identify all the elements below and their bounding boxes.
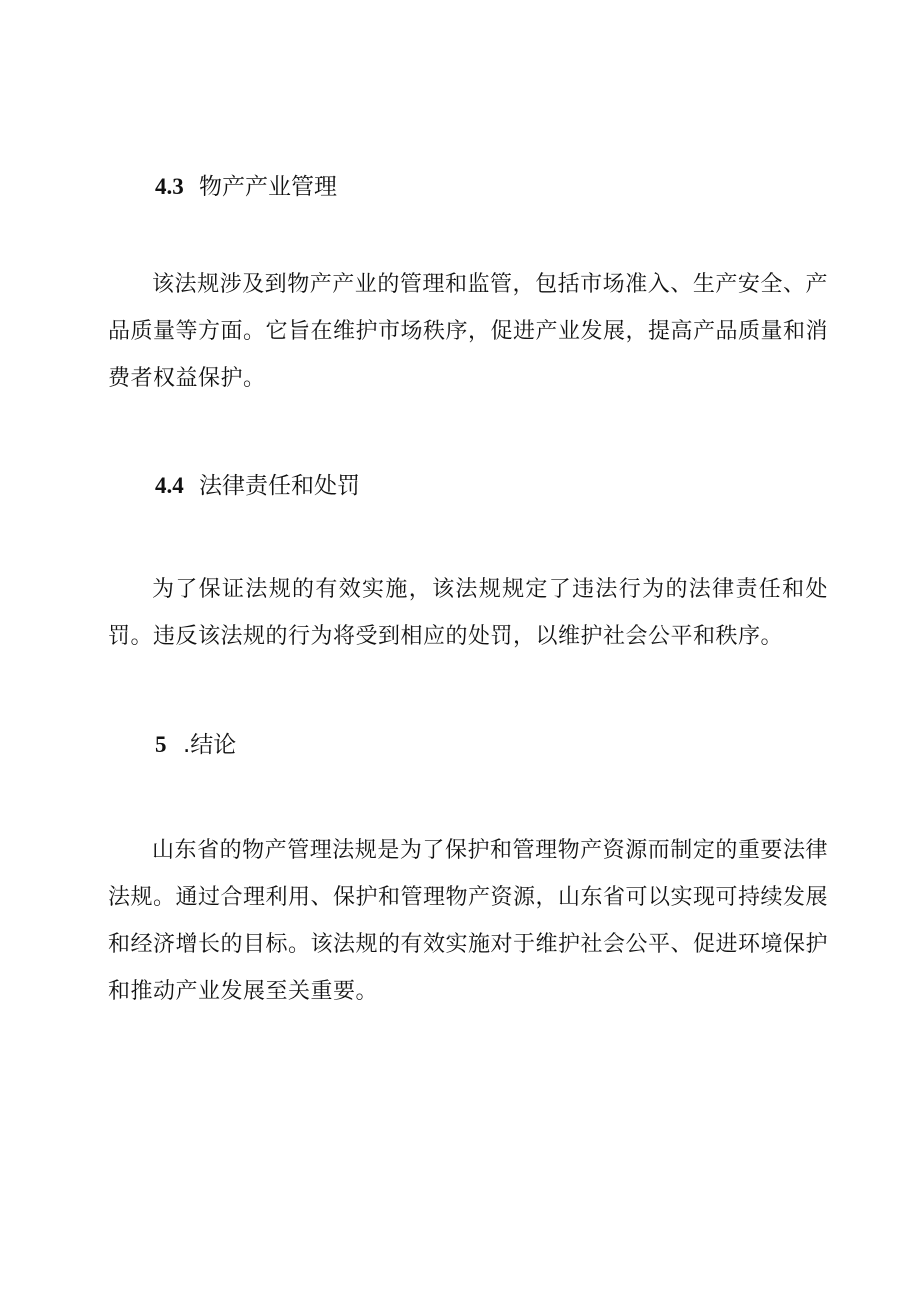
section-title: 法律责任和处罚 [199,473,360,499]
section-paragraph-5: 山东省的物产管理法规是为了保护和管理物产资源而制定的重要法律法规。通过合理利用、保护和管理物产资源，山东省可以实现可持续发展和经济增长的目标。该法规的有效实施对于维护社会公平、促进环境保护和推动产业发展至关重要。 [108,838,829,1004]
section-number: 4.3 [155,174,184,199]
section-paragraph-4-4: 为了保证法规的有效实施，该法规规定了违法行为的法律责任和处罚。违反该法规的行为将受到相应的处罚，以维护社会公平和秩序。 [108,577,828,649]
section-title: 物产产业管理 [199,174,337,200]
section-title: .结论 [183,732,237,758]
section-heading-5 [155,730,236,760]
section-heading-4-4 [155,471,360,501]
section-number: 5 [155,732,167,757]
section-heading-4-3 [155,172,337,202]
section-number: 4.4 [155,473,184,498]
section-paragraph-4-3: 该法规涉及到物产产业的管理和监管，包括市场准入、生产安全、产品质量等方面。它旨在维护市场秩序，促进产业发展，提高产品质量和消费者权益保护。 [108,272,829,391]
